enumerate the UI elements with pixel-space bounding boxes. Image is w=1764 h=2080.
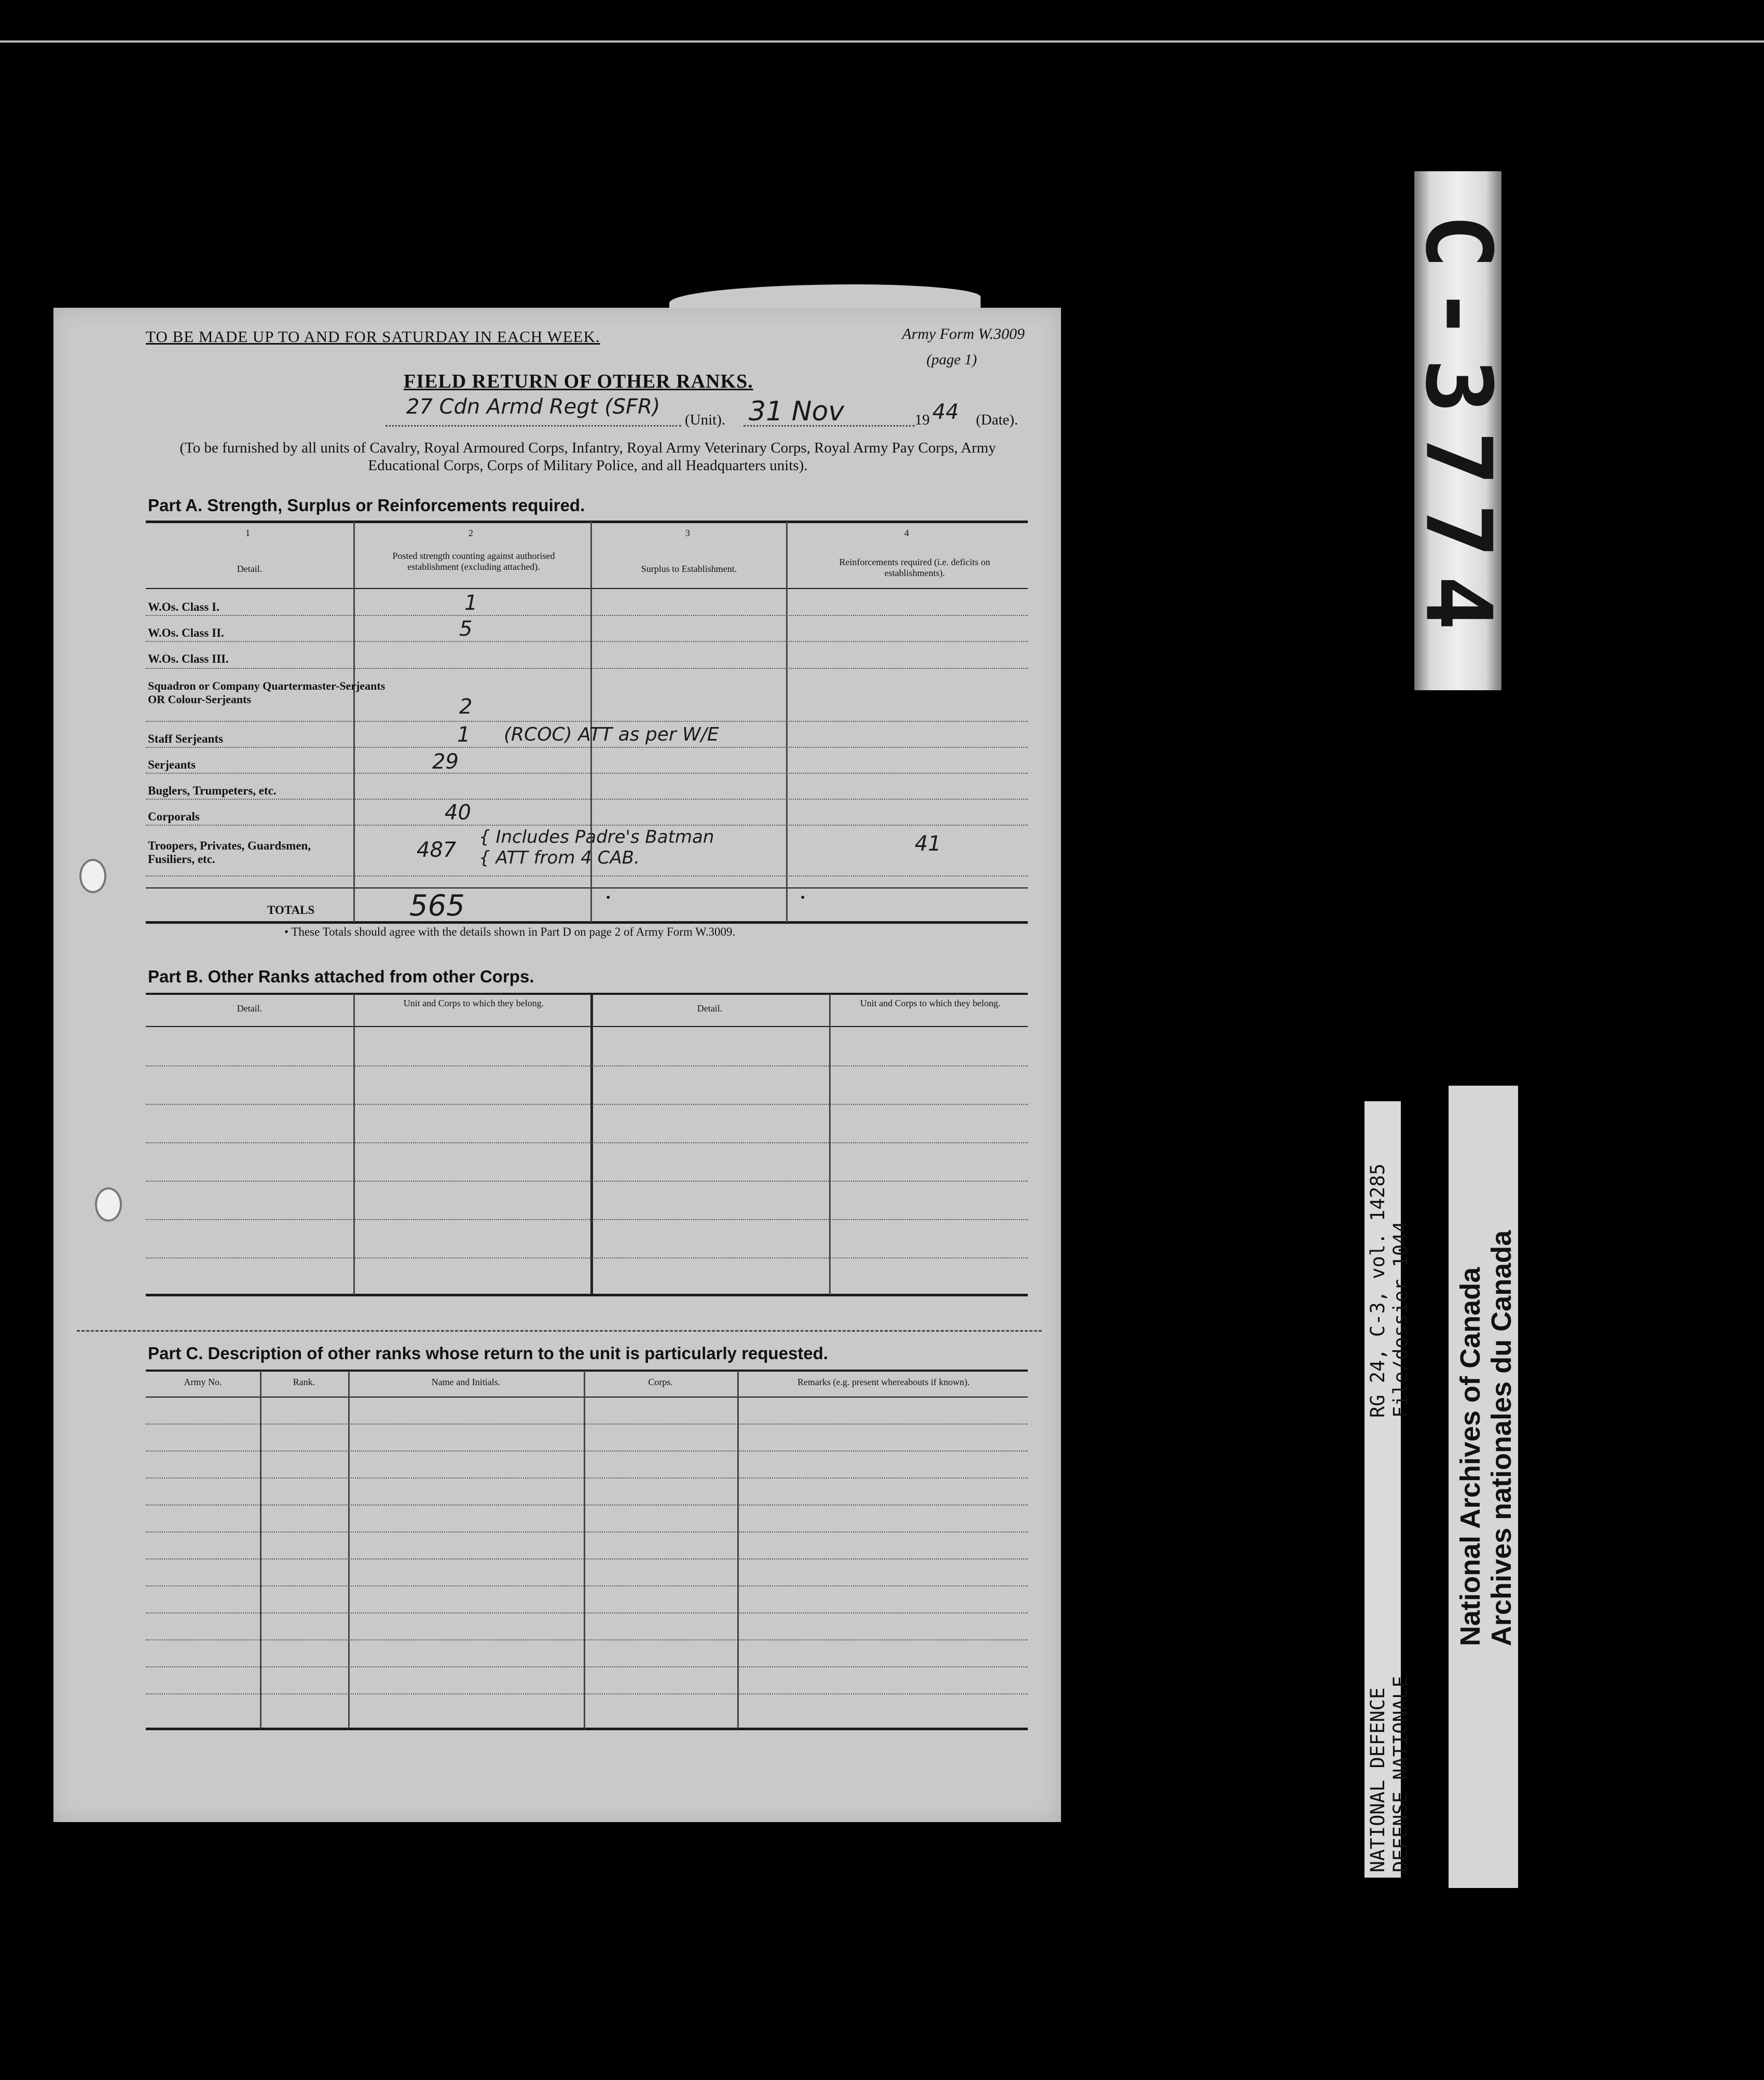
row-label-wo2: W.Os. Class II. [148, 626, 224, 639]
unit-dotted-line [385, 425, 681, 427]
punch-hole [79, 859, 106, 893]
part-b-header-rule [146, 1026, 1028, 1027]
part-c-top-rule [146, 1370, 1028, 1372]
part-b-header-unit: Unit and Corps to which they belong. [403, 998, 544, 1008]
part-c-heading: Part C. Description of other ranks whose return to the unit is particularly requested. [148, 1344, 829, 1363]
archives-canada-label [1449, 1086, 1518, 1888]
unit-value: 27 Cdn Armd Regt (SFR) [406, 395, 660, 419]
form-instruction: TO BE MADE UP TO AND FOR SATURDAY IN EACH WEEK. [146, 327, 600, 346]
reference-line-1: RG 24, C-3, vol. 14285 [1367, 1163, 1389, 1418]
posted-troopers: 487 [417, 838, 457, 862]
row-separator [146, 1531, 1028, 1532]
year-prefix: 19 [915, 412, 930, 428]
part-a-col-divider [353, 522, 355, 922]
army-form-page [53, 308, 1061, 1822]
reinforcements-troopers: 41 [915, 832, 941, 856]
col-number-2: 2 [468, 528, 473, 538]
row-separator [146, 1666, 1028, 1667]
film-top-border [0, 40, 1764, 43]
row-separator [146, 1142, 1028, 1143]
frame-number: C-3774 [1405, 213, 1511, 648]
row-separator [146, 668, 1028, 669]
row-separator [146, 1257, 1028, 1258]
part-c-header-remarks: Remarks (e.g. present whereabouts if known). [797, 1377, 970, 1387]
col-number-1: 1 [245, 528, 250, 538]
row-separator [146, 1612, 1028, 1613]
part-b-header-detail: Detail. [237, 1003, 263, 1014]
part-b-header-unit-2: Unit and Corps to which they belong. [860, 998, 1001, 1008]
posted-wo1: 1 [464, 591, 478, 615]
page-number: (page 1) [926, 351, 977, 368]
row-separator [146, 1065, 1028, 1066]
reference-line-2: File/dossier 1044 [1389, 1221, 1412, 1418]
unit-label: (Unit). [685, 412, 726, 428]
part-b-col-divider [829, 994, 831, 1295]
row-label-serjeants: Serjeants [148, 758, 196, 771]
part-a-body-rule [146, 887, 1028, 888]
cut-line [77, 1330, 1042, 1332]
archive-reference-label [1365, 1101, 1412, 1878]
part-b-col-divider [353, 994, 355, 1295]
part-b-top-rule [146, 993, 1028, 995]
row-separator [146, 1181, 1028, 1182]
part-b-heading: Part B. Other Ranks attached from other Corps. [148, 967, 534, 986]
row-separator [146, 1558, 1028, 1559]
form-name: Army Form W.3009 [902, 325, 1025, 343]
part-b-header-detail-2: Detail. [697, 1003, 723, 1014]
row-separator [146, 1504, 1028, 1506]
archives-en: National Archives of Canada [1455, 1267, 1486, 1646]
punch-hole [95, 1187, 122, 1222]
part-c-header-corps: Corps. [648, 1377, 673, 1387]
row-separator [146, 1585, 1028, 1586]
col-number-4: 4 [904, 528, 909, 538]
posted-serjeants: 29 [432, 750, 459, 774]
form-title: FIELD RETURN OF OTHER RANKS. [404, 371, 753, 392]
date-value: 31 Nov [749, 396, 845, 427]
totals-posted: 565 [409, 889, 465, 923]
row-label-troopers: Troopers, Privates, Guardsmen, Fusiliers, etc. [148, 839, 311, 866]
row-label-wo1: W.Os. Class I. [148, 600, 219, 613]
troopers-note-2: { ATT from 4 CAB. [479, 847, 640, 868]
archives-fr: Archives nationales du Canada [1486, 1230, 1517, 1646]
totals-footnote: • These Totals should agree with the details shown in Part D on page 2 of Army Form W.3009. [284, 925, 736, 938]
row-separator [146, 721, 1028, 722]
part-c-header-name: Name and Initials. [431, 1377, 501, 1387]
col-header-surplus: Surplus to Establishment. [641, 564, 737, 574]
col-header-posted: Posted strength counting against authorised establishment (excluding attached). [392, 551, 555, 572]
part-c-header-rank: Rank. [293, 1377, 315, 1387]
part-c-header-rule [146, 1397, 1028, 1398]
row-separator [146, 799, 1028, 800]
row-label-staff-serjeants: Staff Serjeants [148, 732, 223, 745]
frame-number-strip [1405, 171, 1511, 690]
posted-cqms: 2 [459, 695, 473, 719]
staff-serjeants-note: (RCOC) ATT as per W/E [504, 724, 719, 745]
part-b-bottom-rule [146, 1294, 1028, 1296]
row-label-cqms: Squadron or Company Quartermaster-Serjeants OR Colour-Serjeants [148, 679, 385, 706]
row-separator [146, 825, 1028, 826]
posted-staff-serjeants: 1 [457, 723, 471, 747]
row-label-wo3: W.Os. Class III. [148, 652, 229, 665]
date-dotted-line [743, 425, 915, 427]
row-separator [146, 1693, 1028, 1694]
part-c-bottom-rule [146, 1728, 1028, 1730]
row-separator [146, 1450, 1028, 1452]
row-separator [146, 875, 1028, 877]
posted-corporals: 40 [445, 801, 471, 825]
part-b-col-divider [590, 994, 593, 1295]
col-number-3: 3 [685, 528, 690, 538]
row-separator [146, 1424, 1028, 1425]
row-label-buglers: Buglers, Trumpeters, etc. [148, 784, 277, 797]
row-separator [146, 1104, 1028, 1105]
posted-wo2: 5 [459, 617, 473, 641]
row-separator [146, 747, 1028, 748]
col-header-reinforcements: Reinforcements required (i.e. deficits on establishments). [839, 557, 990, 578]
part-a-top-rule [146, 521, 1028, 523]
row-separator [146, 773, 1028, 774]
col-header-detail: Detail. [237, 564, 263, 574]
row-label-corporals: Corporals [148, 810, 200, 823]
part-a-heading: Part A. Strength, Surplus or Reinforcements required. [148, 496, 585, 515]
row-separator [146, 1477, 1028, 1479]
dept-en: NATIONAL DEFENCE [1367, 1687, 1389, 1872]
furnished-note: (To be furnished by all units of Cavalry, Royal Armoured Corps, Infantry, Royal Army Veterinary Corps, Royal Army Pay Corps, Army Educational Corps, Corps of Military Police, and all Headquarters units). [180, 440, 996, 474]
totals-label: TOTALS [267, 904, 315, 916]
totals-surplus-asterisk: • [606, 891, 611, 905]
year-suffix: 44 [932, 400, 959, 424]
part-a-col-divider [786, 522, 788, 922]
totals-reinf-asterisk: • [801, 891, 805, 905]
row-separator [146, 1639, 1028, 1640]
date-label: (Date). [976, 412, 1018, 428]
dept-fr: DEFENSE NATIONALE [1389, 1676, 1412, 1872]
part-c-header-army-no: Army No. [184, 1377, 222, 1387]
row-separator [146, 1219, 1028, 1220]
row-separator [146, 615, 1028, 616]
part-a-header-rule [146, 588, 1028, 589]
part-a-bottom-rule [146, 921, 1028, 924]
troopers-note-1: { Includes Padre's Batman [479, 827, 714, 847]
row-separator [146, 641, 1028, 642]
